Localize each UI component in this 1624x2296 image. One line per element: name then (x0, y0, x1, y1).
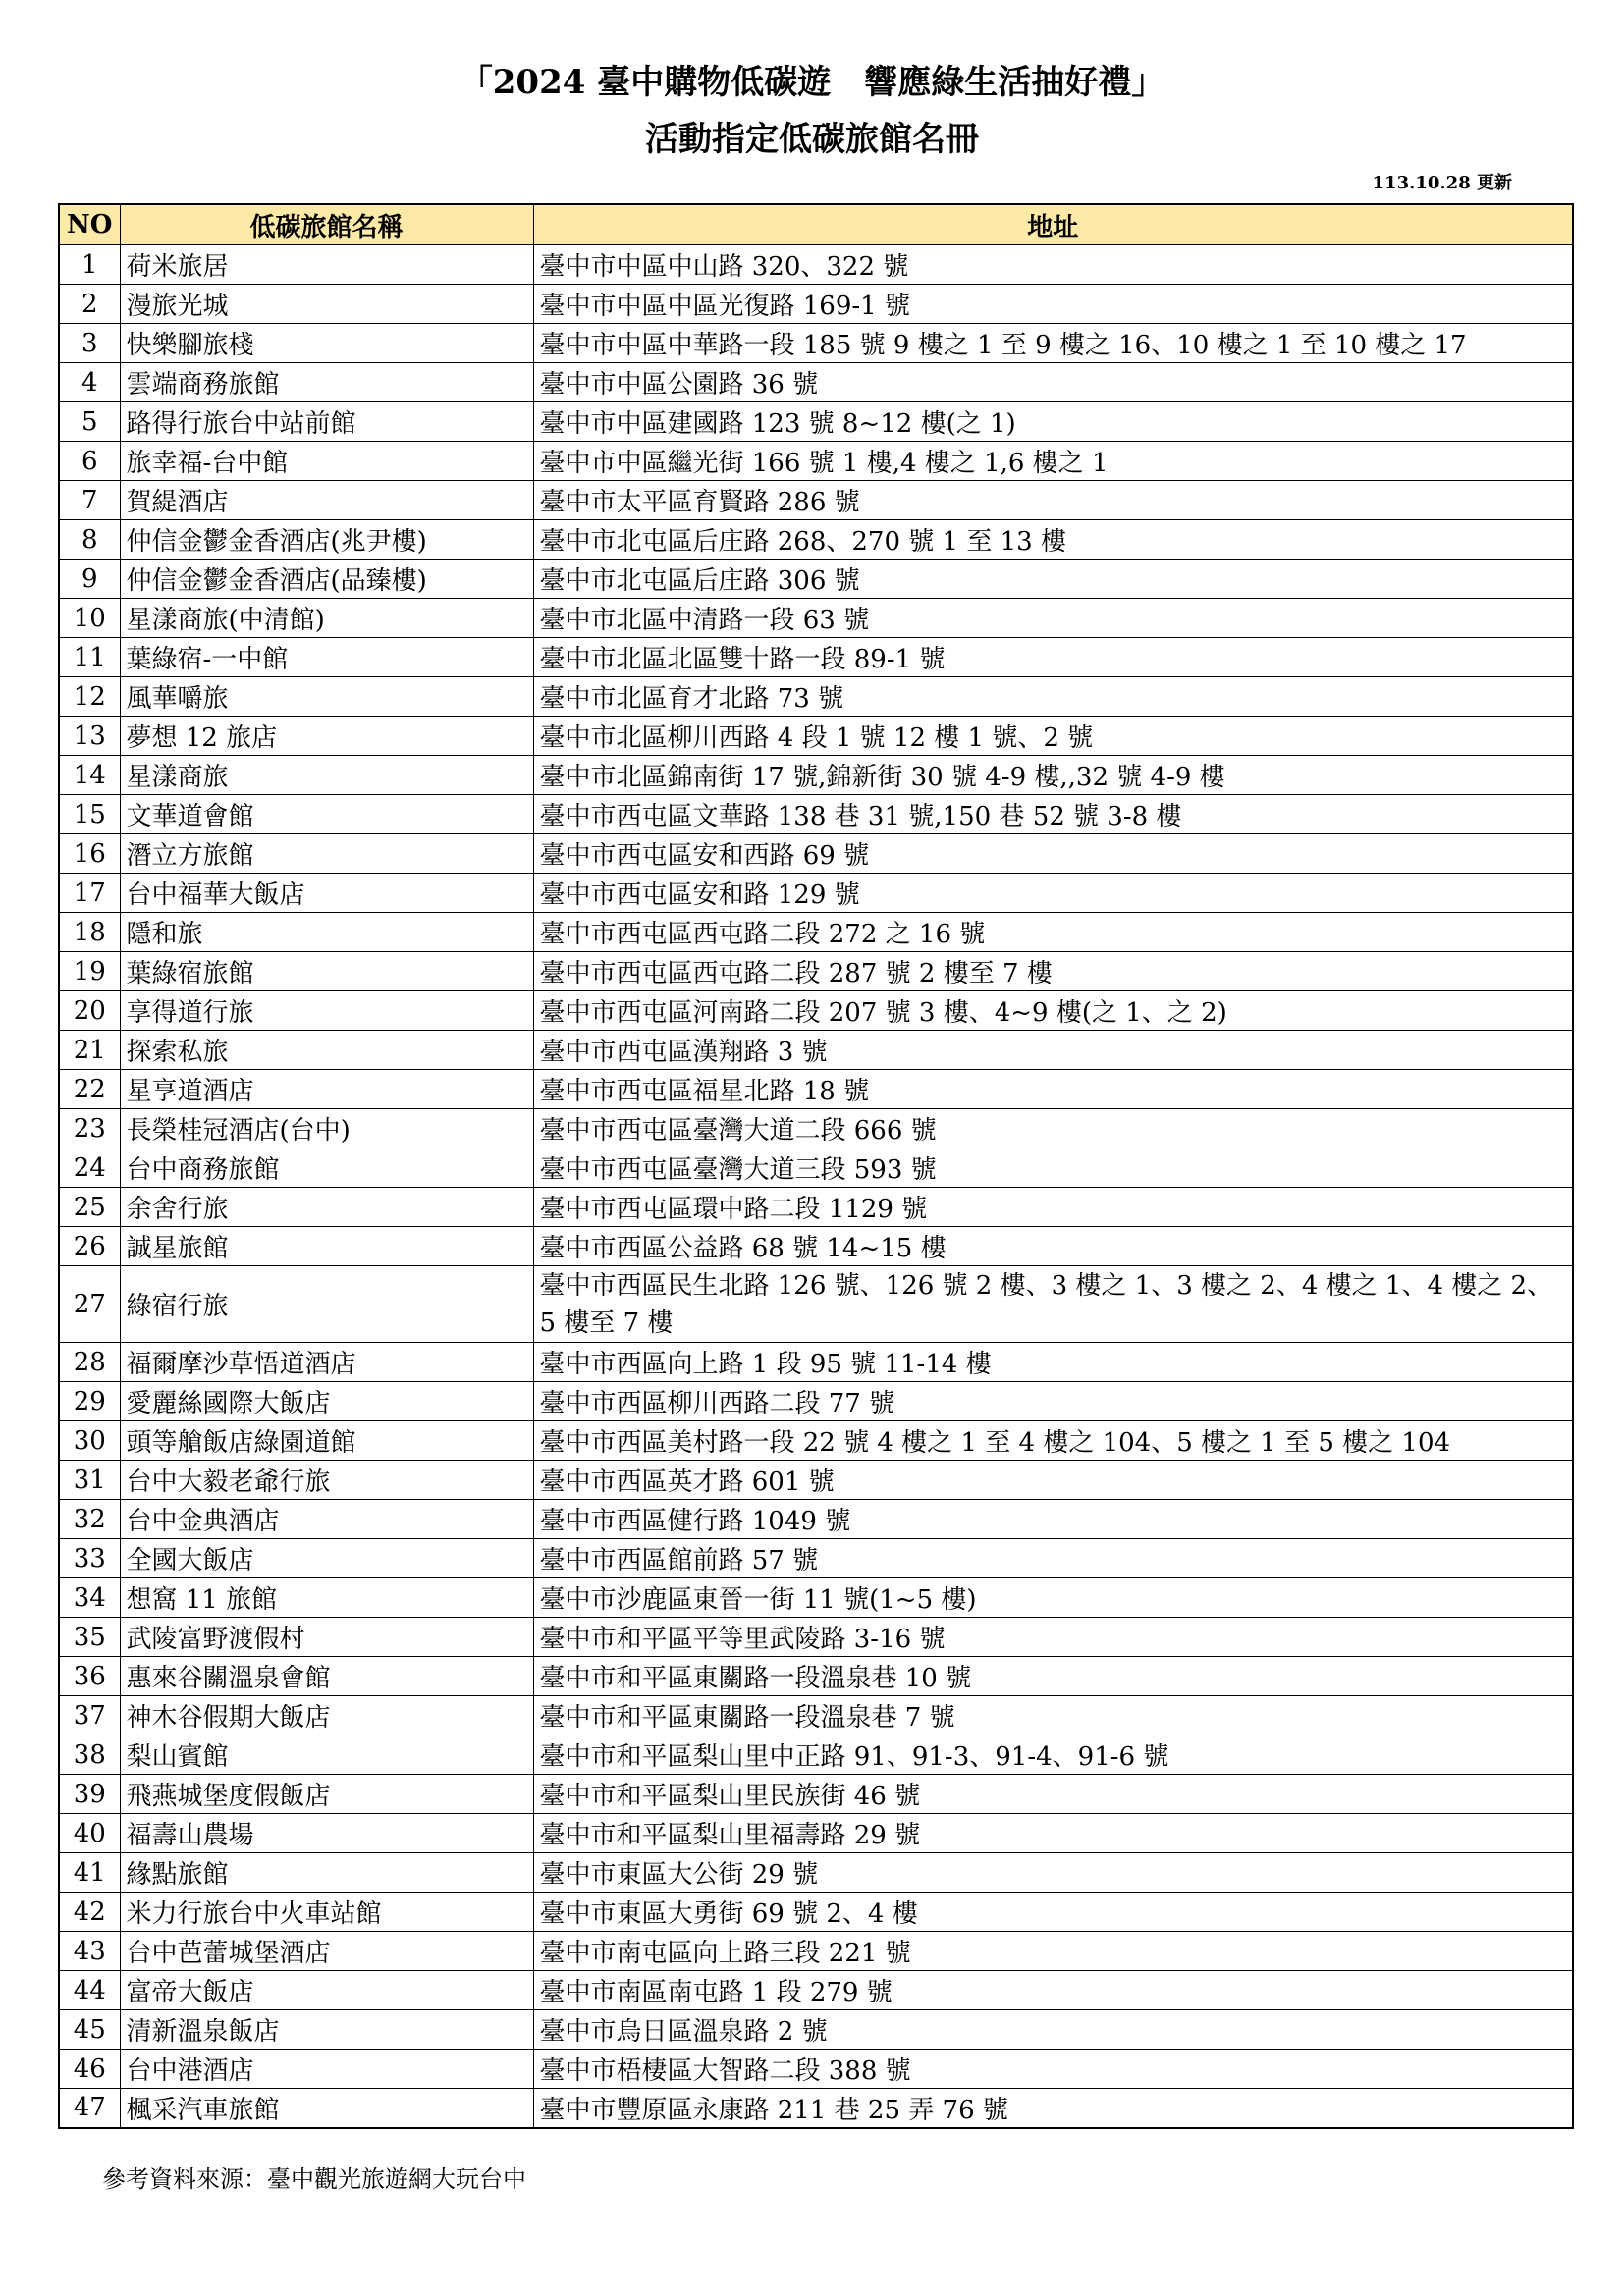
hotel-name: 賀緹酒店 (120, 481, 533, 520)
hotel-address: 臺中市北區中清路一段 63 號 (533, 599, 1573, 638)
hotel-address: 臺中市東區大勇街 69 號 2、4 樓 (533, 1893, 1573, 1932)
hotel-name: 福壽山農場 (120, 1814, 533, 1853)
hotel-address: 臺中市西屯區臺灣大道三段 593 號 (533, 1148, 1573, 1188)
hotel-address: 臺中市西區向上路 1 段 95 號 11-14 樓 (533, 1343, 1573, 1382)
hotel-address: 臺中市西屯區臺灣大道二段 666 號 (533, 1109, 1573, 1148)
table-row (59, 1382, 1573, 1421)
row-number: 19 (59, 952, 120, 991)
row-number: 33 (59, 1539, 120, 1578)
row-number: 2 (59, 285, 120, 324)
hotel-name: 愛麗絲國際大飯店 (120, 1382, 533, 1421)
table-row (59, 324, 1573, 363)
hotel-address: 臺中市和平區梨山里民族街 46 號 (533, 1775, 1573, 1814)
row-number: 38 (59, 1735, 120, 1775)
hotel-address: 臺中市中區公園路 36 號 (533, 363, 1573, 402)
hotel-name: 葉綠宿旅館 (120, 952, 533, 991)
hotel-address: 臺中市南區南屯路 1 段 279 號 (533, 1971, 1573, 2010)
table-row (59, 402, 1573, 442)
hotel-name: 頭等艙飯店綠園道館 (120, 1421, 533, 1461)
table-row (59, 1932, 1573, 1971)
row-number: 14 (59, 756, 120, 795)
row-number: 46 (59, 2050, 120, 2089)
hotel-address: 臺中市南屯區向上路三段 221 號 (533, 1932, 1573, 1971)
hotel-name: 荷米旅居 (120, 245, 533, 285)
table-row (59, 717, 1573, 756)
table-row (59, 1853, 1573, 1893)
row-number: 24 (59, 1148, 120, 1188)
table-row (59, 677, 1573, 717)
row-number: 5 (59, 402, 120, 442)
row-number: 8 (59, 520, 120, 560)
hotel-name: 緣點旅館 (120, 1853, 533, 1893)
hotel-name: 神木谷假期大飯店 (120, 1696, 533, 1735)
table-row (59, 1461, 1573, 1500)
hotel-address: 臺中市西屯區河南路二段 207 號 3 樓、4~9 樓(之 1、之 2) (533, 991, 1573, 1031)
row-number: 47 (59, 2089, 120, 2128)
row-number: 42 (59, 1893, 120, 1932)
row-number: 17 (59, 874, 120, 913)
hotel-address: 臺中市西屯區環中路二段 1129 號 (533, 1188, 1573, 1227)
hotel-address: 臺中市西區柳川西路二段 77 號 (533, 1382, 1573, 1421)
hotel-name: 武陵富野渡假村 (120, 1618, 533, 1657)
table-row (59, 1148, 1573, 1188)
hotel-name: 清新溫泉飯店 (120, 2010, 533, 2050)
table-row (59, 1031, 1573, 1070)
hotel-address: 臺中市烏日區溫泉路 2 號 (533, 2010, 1573, 2050)
hotel-table (58, 203, 1574, 2129)
table-row (59, 1500, 1573, 1539)
hotel-address: 臺中市太平區育賢路 286 號 (533, 481, 1573, 520)
hotel-address: 臺中市梧棲區大智路二段 388 號 (533, 2050, 1573, 2089)
hotel-address: 臺中市和平區梨山里中正路 91、91-3、91-4、91-6 號 (533, 1735, 1573, 1775)
hotel-address: 臺中市中區建國路 123 號 8~12 樓(之 1) (533, 402, 1573, 442)
hotel-name: 惠來谷關溫泉會館 (120, 1657, 533, 1696)
hotel-name: 長榮桂冠酒店(台中) (120, 1109, 533, 1148)
table-row (59, 2010, 1573, 2050)
hotel-address: 臺中市西區公益路 68 號 14~15 樓 (533, 1227, 1573, 1266)
table-row (59, 285, 1573, 324)
row-number: 34 (59, 1578, 120, 1618)
row-number: 7 (59, 481, 120, 520)
hotel-name: 享得道行旅 (120, 991, 533, 1031)
row-number: 13 (59, 717, 120, 756)
hotel-name: 余舍行旅 (120, 1188, 533, 1227)
table-row (59, 1188, 1573, 1227)
update-date: 113.10.28 更新 (1372, 173, 1512, 193)
row-number: 39 (59, 1775, 120, 1814)
hotel-name: 飛燕城堡度假飯店 (120, 1775, 533, 1814)
hotel-name: 台中港酒店 (120, 2050, 533, 2089)
table-row (59, 1657, 1573, 1696)
table-row (59, 1539, 1573, 1578)
hotel-address: 臺中市西屯區文華路 138 巷 31 號,150 巷 52 號 3-8 樓 (533, 795, 1573, 834)
row-number: 20 (59, 991, 120, 1031)
hotel-address: 臺中市中區中山路 320、322 號 (533, 245, 1573, 285)
row-number: 18 (59, 913, 120, 952)
table-header-row (59, 204, 1573, 245)
row-number: 23 (59, 1109, 120, 1148)
hotel-name: 漫旅光城 (120, 285, 533, 324)
table-row (59, 245, 1573, 285)
table-row (59, 599, 1573, 638)
hotel-name: 雲端商務旅館 (120, 363, 533, 402)
page-subtitle: 活動指定低碳旅館名冊 (645, 120, 979, 159)
hotel-address: 臺中市西區館前路 57 號 (533, 1539, 1573, 1578)
hotel-address: 臺中市豐原區永康路 211 巷 25 弄 76 號 (533, 2089, 1573, 2128)
table-row (59, 834, 1573, 874)
table-row (59, 520, 1573, 560)
column-header-name: 低碳旅館名稱 (120, 204, 533, 245)
row-number: 44 (59, 1971, 120, 2010)
row-number: 43 (59, 1932, 120, 1971)
table-row (59, 363, 1573, 402)
table-row (59, 1227, 1573, 1266)
table-row (59, 2050, 1573, 2089)
hotel-address: 臺中市中區中區光復路 169-1 號 (533, 285, 1573, 324)
row-number: 27 (59, 1266, 120, 1343)
table-row (59, 952, 1573, 991)
table-row (59, 874, 1573, 913)
hotel-address: 臺中市北區錦南街 17 號,錦新街 30 號 4-9 樓,,32 號 4-9 樓 (533, 756, 1573, 795)
table-row (59, 1421, 1573, 1461)
table-row (59, 795, 1573, 834)
table-row (59, 1971, 1573, 2010)
table-row (59, 1696, 1573, 1735)
hotel-address: 臺中市西屯區西屯路二段 287 號 2 樓至 7 樓 (533, 952, 1573, 991)
hotel-address: 臺中市東區大公街 29 號 (533, 1853, 1573, 1893)
hotel-name: 綠宿行旅 (120, 1266, 533, 1343)
table-row (59, 1618, 1573, 1657)
table-row (59, 1893, 1573, 1932)
row-number: 11 (59, 638, 120, 677)
hotel-address: 臺中市西區英才路 601 號 (533, 1461, 1573, 1500)
row-number: 36 (59, 1657, 120, 1696)
table-row (59, 2089, 1573, 2128)
hotel-name: 想窩 11 旅館 (120, 1578, 533, 1618)
row-number: 31 (59, 1461, 120, 1500)
hotel-name: 潛立方旅館 (120, 834, 533, 874)
hotel-name: 台中大毅老爺行旅 (120, 1461, 533, 1500)
hotel-name: 梨山賓館 (120, 1735, 533, 1775)
table-row (59, 1735, 1573, 1775)
hotel-name: 福爾摩沙草悟道酒店 (120, 1343, 533, 1382)
hotel-address: 臺中市北區柳川西路 4 段 1 號 12 樓 1 號、2 號 (533, 717, 1573, 756)
row-number: 29 (59, 1382, 120, 1421)
row-number: 35 (59, 1618, 120, 1657)
hotel-address: 臺中市中區中華路一段 185 號 9 樓之 1 至 9 樓之 16、10 樓之 1 至 10 樓之 17 (533, 324, 1573, 363)
table-row (59, 1266, 1573, 1343)
hotel-name: 米力行旅台中火車站館 (120, 1893, 533, 1932)
hotel-name: 風華嚼旅 (120, 677, 533, 717)
hotel-name: 仲信金鬱金香酒店(兆尹樓) (120, 520, 533, 560)
table-row (59, 1814, 1573, 1853)
hotel-address: 臺中市和平區東關路一段溫泉巷 7 號 (533, 1696, 1573, 1735)
hotel-name: 台中芭蕾城堡酒店 (120, 1932, 533, 1971)
column-header-no: NO (59, 204, 120, 245)
table-row (59, 560, 1573, 599)
hotel-address: 臺中市西屯區西屯路二段 272 之 16 號 (533, 913, 1573, 952)
hotel-name: 文華道會館 (120, 795, 533, 834)
row-number: 21 (59, 1031, 120, 1070)
hotel-address: 臺中市北屯區后庄路 306 號 (533, 560, 1573, 599)
row-number: 1 (59, 245, 120, 285)
hotel-name: 台中福華大飯店 (120, 874, 533, 913)
hotel-address: 臺中市和平區梨山里福壽路 29 號 (533, 1814, 1573, 1853)
hotel-name: 全國大飯店 (120, 1539, 533, 1578)
hotel-name: 旅幸福-台中館 (120, 442, 533, 481)
row-number: 9 (59, 560, 120, 599)
table-row (59, 913, 1573, 952)
hotel-address: 臺中市和平區平等里武陵路 3-16 號 (533, 1618, 1573, 1657)
hotel-address: 臺中市西屯區福星北路 18 號 (533, 1070, 1573, 1109)
table-body (59, 245, 1573, 2128)
table-row (59, 481, 1573, 520)
hotel-address: 臺中市西屯區漢翔路 3 號 (533, 1031, 1573, 1070)
row-number: 25 (59, 1188, 120, 1227)
hotel-address: 臺中市沙鹿區東晉一街 11 號(1~5 樓) (533, 1578, 1573, 1618)
hotel-address: 臺中市西區民生北路 126 號、126 號 2 樓、3 樓之 1、3 樓之 2、4 樓之 1、4 樓之 2、5 樓至 7 樓 (533, 1266, 1573, 1343)
hotel-name: 葉綠宿-一中館 (120, 638, 533, 677)
row-number: 26 (59, 1227, 120, 1266)
column-header-address: 地址 (533, 204, 1573, 245)
hotel-name: 台中商務旅館 (120, 1148, 533, 1188)
row-number: 40 (59, 1814, 120, 1853)
table-row (59, 1343, 1573, 1382)
hotel-name: 星漾商旅(中清館) (120, 599, 533, 638)
row-number: 22 (59, 1070, 120, 1109)
hotel-name: 楓采汽車旅館 (120, 2089, 533, 2128)
hotel-address: 臺中市和平區東關路一段溫泉巷 10 號 (533, 1657, 1573, 1696)
row-number: 45 (59, 2010, 120, 2050)
row-number: 16 (59, 834, 120, 874)
hotel-name: 快樂腳旅棧 (120, 324, 533, 363)
hotel-name: 隱和旅 (120, 913, 533, 952)
row-number: 28 (59, 1343, 120, 1382)
table-row (59, 1070, 1573, 1109)
hotel-name: 富帝大飯店 (120, 1971, 533, 2010)
table-row (59, 991, 1573, 1031)
hotel-name: 星漾商旅 (120, 756, 533, 795)
hotel-address: 臺中市北區北區雙十路一段 89-1 號 (533, 638, 1573, 677)
hotel-address: 臺中市北區育才北路 73 號 (533, 677, 1573, 717)
hotel-name: 仲信金鬱金香酒店(品臻樓) (120, 560, 533, 599)
row-number: 10 (59, 599, 120, 638)
row-number: 15 (59, 795, 120, 834)
hotel-address: 臺中市西屯區安和西路 69 號 (533, 834, 1573, 874)
hotel-address: 臺中市西區健行路 1049 號 (533, 1500, 1573, 1539)
row-number: 30 (59, 1421, 120, 1461)
row-number: 37 (59, 1696, 120, 1735)
hotel-name: 星享道酒店 (120, 1070, 533, 1109)
hotel-address: 臺中市西屯區安和路 129 號 (533, 874, 1573, 913)
row-number: 6 (59, 442, 120, 481)
hotel-name: 夢想 12 旅店 (120, 717, 533, 756)
row-number: 41 (59, 1853, 120, 1893)
row-number: 3 (59, 324, 120, 363)
row-number: 4 (59, 363, 120, 402)
hotel-address: 臺中市北屯區后庄路 268、270 號 1 至 13 樓 (533, 520, 1573, 560)
row-number: 12 (59, 677, 120, 717)
hotel-name: 台中金典酒店 (120, 1500, 533, 1539)
hotel-name: 路得行旅台中站前館 (120, 402, 533, 442)
hotel-address: 臺中市中區繼光街 166 號 1 樓,4 樓之 1,6 樓之 1 (533, 442, 1573, 481)
source-note: 參考資料來源：臺中觀光旅遊網大玩台中 (102, 2165, 526, 2193)
hotel-name: 探索私旅 (120, 1031, 533, 1070)
table-row (59, 442, 1573, 481)
table-row (59, 756, 1573, 795)
table-row (59, 1578, 1573, 1618)
table-row (59, 1109, 1573, 1148)
table-row (59, 1775, 1573, 1814)
row-number: 32 (59, 1500, 120, 1539)
table-row (59, 638, 1573, 677)
hotel-address: 臺中市西區美村路一段 22 號 4 樓之 1 至 4 樓之 104、5 樓之 1 至 5 樓之 104 (533, 1421, 1573, 1461)
hotel-name: 誠星旅館 (120, 1227, 533, 1266)
page-title: 「2024 臺中購物低碳遊 響應綠生活抽好禮」 (459, 63, 1165, 102)
